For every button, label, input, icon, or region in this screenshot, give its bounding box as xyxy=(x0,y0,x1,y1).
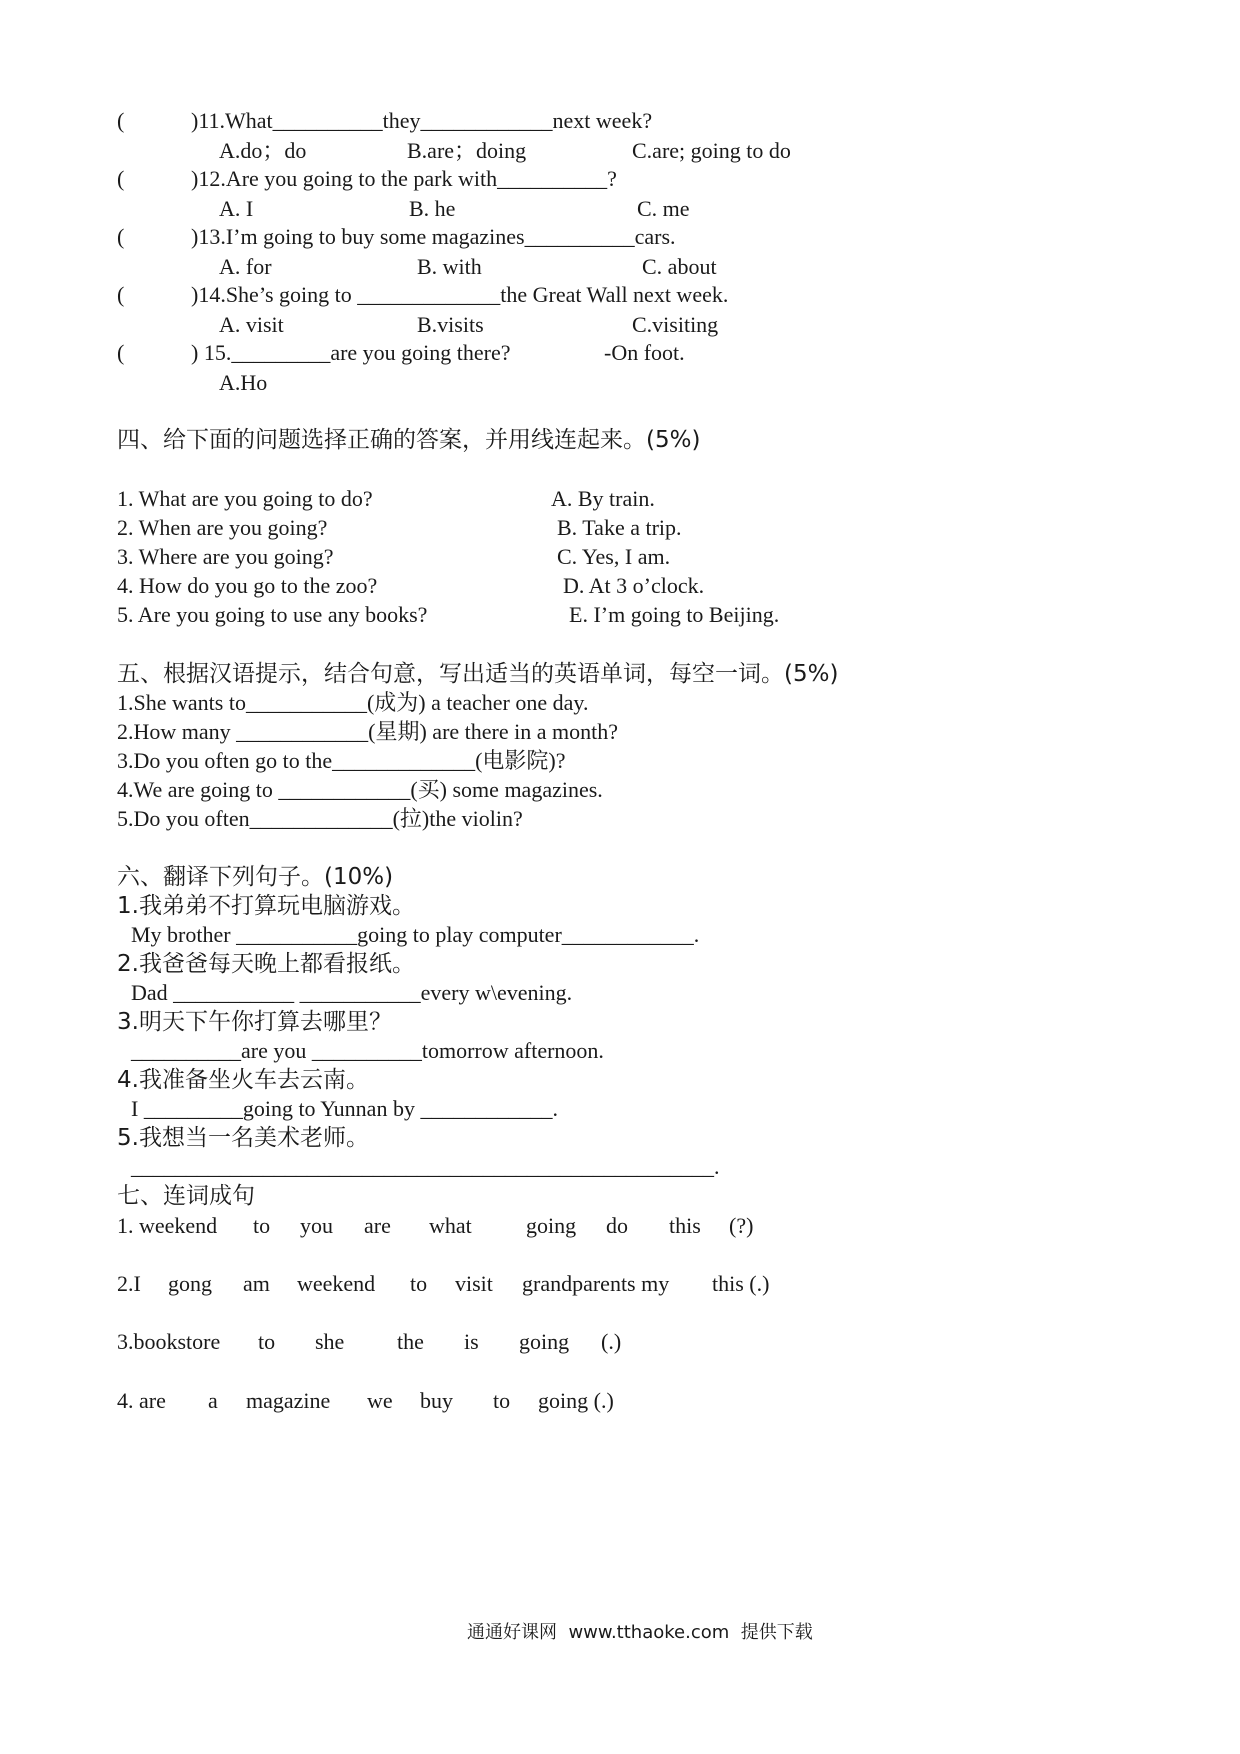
english-blank-sentence: My brother ___________going to play computer____________. xyxy=(131,922,700,947)
word-token: to xyxy=(258,1329,276,1354)
word-token: to xyxy=(493,1388,511,1413)
match-question: 3. Where are you going? xyxy=(117,544,334,569)
section-6-title: 六、翻译下列句子。(10%) xyxy=(117,864,394,890)
word-token: she xyxy=(315,1329,345,1354)
match-answer: E. I’m going to Beijing. xyxy=(569,602,780,627)
match-answer: D. At 3 o’clock. xyxy=(563,573,705,598)
option-a: A.Ho xyxy=(219,370,268,395)
option-a: A. visit xyxy=(219,312,284,337)
word-token: you xyxy=(300,1213,333,1238)
match-question: 1. What are you going to do? xyxy=(117,486,373,511)
option-c: C. about xyxy=(642,254,717,279)
word-token: 3.bookstore xyxy=(117,1329,221,1354)
fill-in-item: 4.We are going to ____________(买) some magazines. xyxy=(117,777,603,802)
given-answer: -On foot. xyxy=(604,340,685,365)
word-token: (?) xyxy=(729,1213,754,1238)
section-4-title: 四、给下面的问题选择正确的答案，并用线连起来。(5%) xyxy=(117,427,701,453)
option-a: A. I xyxy=(219,196,254,221)
fill-in-item: 5.Do you often_____________(拉)the violin? xyxy=(117,806,523,831)
answer-paren: ( xyxy=(117,282,125,307)
match-question: 2. When are you going? xyxy=(117,515,328,540)
english-blank-sentence: __________are you __________tomorrow afternoon. xyxy=(131,1038,604,1063)
option-b: B. with xyxy=(417,254,482,279)
word-token: visit xyxy=(455,1271,493,1296)
question-text: ) 15._________are you going there? xyxy=(191,340,511,365)
chinese-sentence: 1.我弟弟不打算玩电脑游戏。 xyxy=(117,893,415,919)
option-b: B. he xyxy=(409,196,456,221)
fill-in-item: 1.She wants to___________(成为) a teacher one day. xyxy=(117,690,589,715)
word-token: grandparents my xyxy=(522,1271,670,1296)
option-a: A.do；do xyxy=(219,138,307,163)
answer-paren: ( xyxy=(117,166,125,191)
word-token: do xyxy=(606,1213,628,1238)
answer-paren: ( xyxy=(117,108,125,133)
word-token: this xyxy=(669,1213,701,1238)
section-7-title: 七、连词成句 xyxy=(117,1183,255,1209)
word-token: is xyxy=(464,1329,479,1354)
word-token: are xyxy=(364,1213,391,1238)
word-token: magazine xyxy=(246,1388,331,1413)
fill-in-item: 2.How many ____________(星期) are there in a month? xyxy=(117,719,618,744)
word-token: we xyxy=(367,1388,393,1413)
option-b: B.are；doing xyxy=(407,138,527,163)
word-token: to xyxy=(253,1213,271,1238)
match-question: 5. Are you going to use any books? xyxy=(117,602,428,627)
chinese-sentence: 4.我准备坐火车去云南。 xyxy=(117,1067,369,1093)
word-token: the xyxy=(397,1329,424,1354)
section-5-title: 五、根据汉语提示，结合句意，写出适当的英语单词，每空一词。(5%) xyxy=(117,661,839,687)
word-token: (.) xyxy=(601,1329,622,1354)
option-b: B.visits xyxy=(417,312,484,337)
english-blank-sentence: Dad ___________ ___________every w\evening. xyxy=(131,980,573,1005)
word-token: going xyxy=(519,1329,570,1354)
word-token: 1. weekend xyxy=(117,1213,218,1238)
word-token: 4. are xyxy=(117,1388,166,1413)
word-token: what xyxy=(429,1213,472,1238)
english-blank-sentence: I _________going to Yunnan by ____________. xyxy=(131,1096,558,1121)
option-c: C. me xyxy=(637,196,690,221)
word-token: am xyxy=(243,1271,270,1296)
question-text: )14.She’s going to _____________the Great Wall next week. xyxy=(191,282,729,307)
answer-paren: ( xyxy=(117,340,125,365)
word-token: gong xyxy=(168,1271,212,1296)
word-token: this (.) xyxy=(712,1271,770,1296)
english-blank-sentence: _____________________________________________________. xyxy=(131,1154,720,1179)
match-question: 4. How do you go to the zoo? xyxy=(117,573,378,598)
question-text: )11.What__________they____________next week? xyxy=(191,108,653,133)
word-token: weekend xyxy=(297,1271,376,1296)
question-text: )13.I’m going to buy some magazines__________cars. xyxy=(191,224,676,249)
chinese-sentence: 5.我想当一名美术老师。 xyxy=(117,1125,369,1151)
word-token: going xyxy=(526,1213,577,1238)
option-c: C.visiting xyxy=(632,312,719,337)
chinese-sentence: 2.我爸爸每天晚上都看报纸。 xyxy=(117,951,415,977)
option-c: C.are; going to do xyxy=(632,138,791,163)
page-footer: 通通好课网 www.tthaoke.com 提供下载 xyxy=(467,1622,813,1643)
question-text: )12.Are you going to the park with__________? xyxy=(191,166,617,191)
match-answer: C. Yes, I am. xyxy=(557,544,671,569)
chinese-sentence: 3.明天下午你打算去哪里？ xyxy=(117,1009,392,1035)
word-token: buy xyxy=(420,1388,453,1413)
word-token: to xyxy=(410,1271,428,1296)
word-token: going (.) xyxy=(538,1388,614,1413)
match-answer: A. By train. xyxy=(551,486,655,511)
option-a: A. for xyxy=(219,254,272,279)
word-token: 2.I xyxy=(117,1271,141,1296)
match-answer: B. Take a trip. xyxy=(557,515,682,540)
answer-paren: ( xyxy=(117,224,125,249)
fill-in-item: 3.Do you often go to the_____________(电影院)? xyxy=(117,748,566,773)
word-token: a xyxy=(208,1388,218,1413)
